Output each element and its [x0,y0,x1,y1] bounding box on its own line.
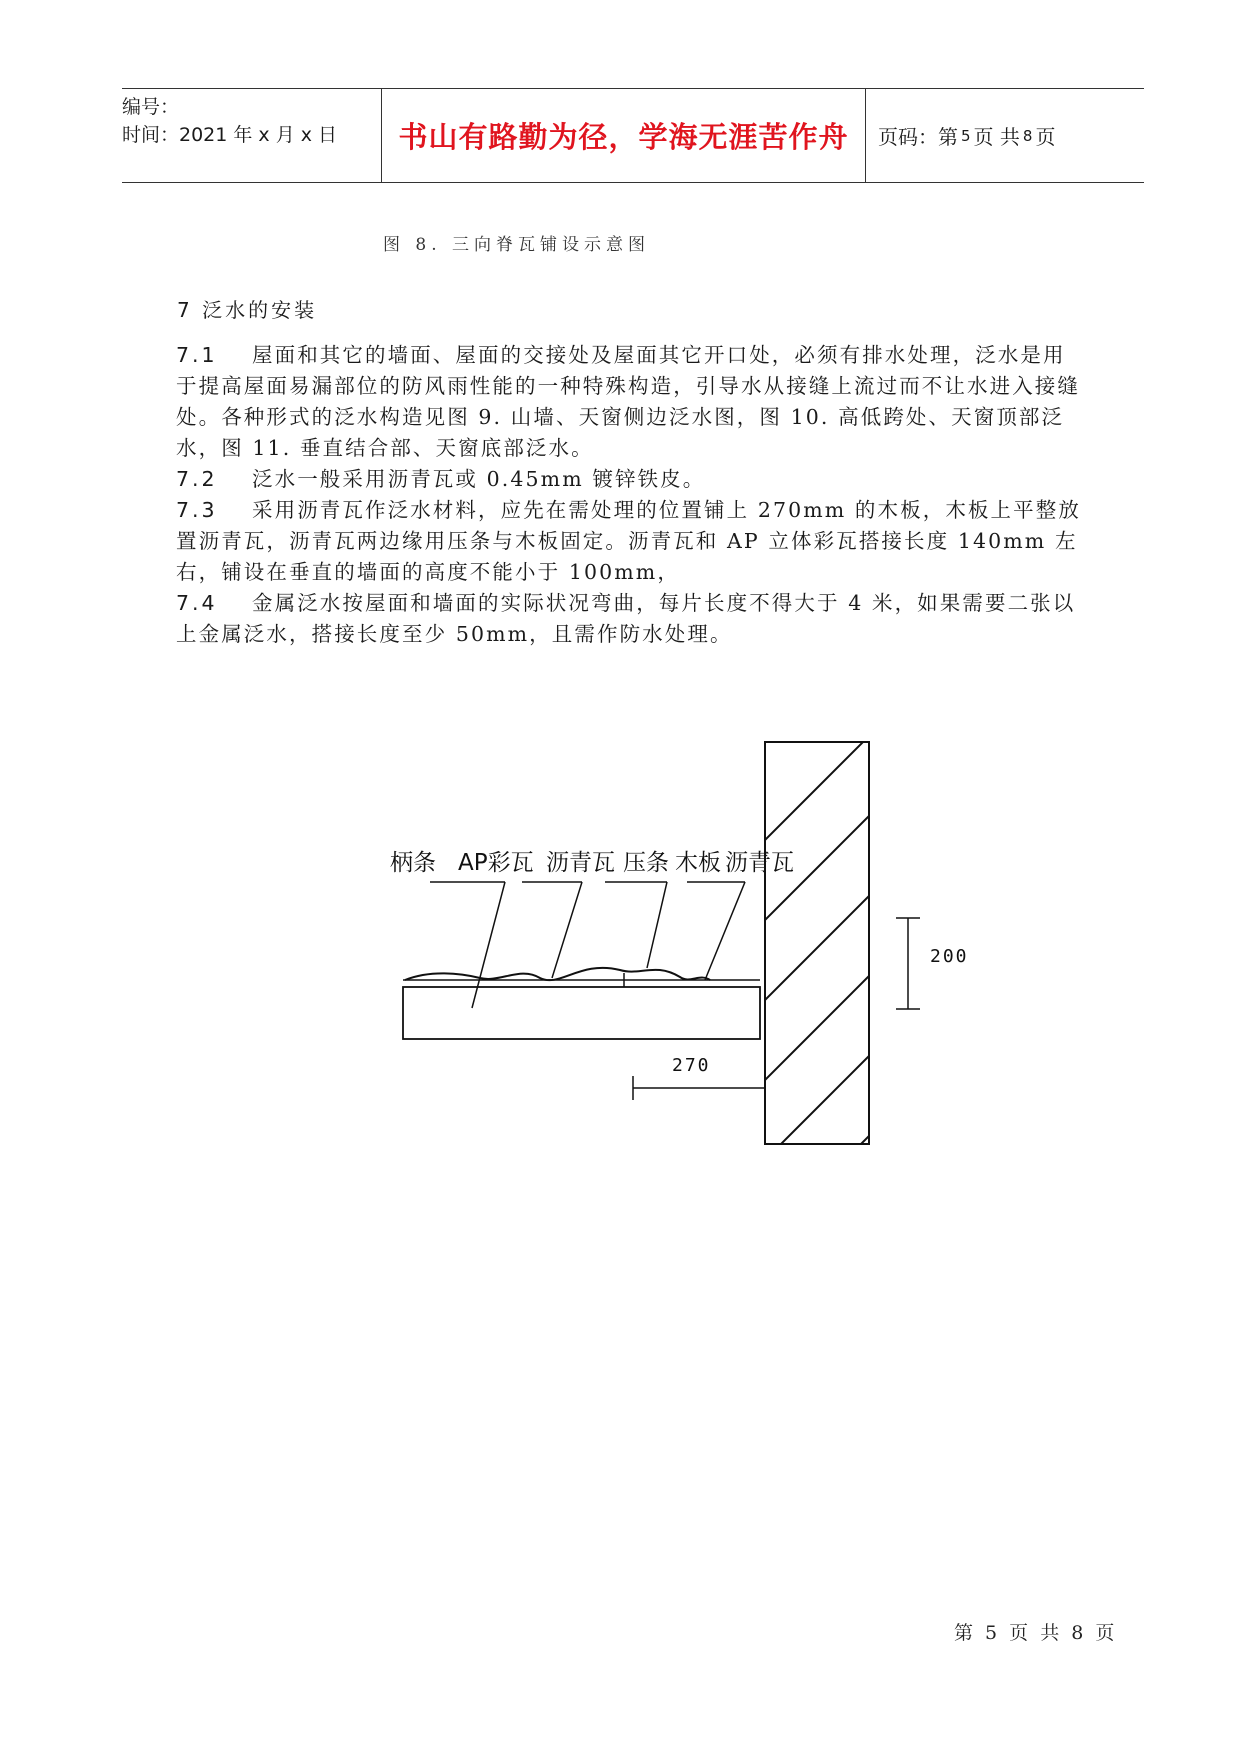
page-suffix: 页 [1035,125,1056,149]
item-number: 7.2 [176,467,218,491]
paragraph-7-1 [176,340,1088,464]
label-purlin: 柄条 [390,850,436,876]
header-meta [122,89,381,182]
section-title: 7 泛水的安装 [177,298,318,322]
wood-board [403,987,760,1039]
page-current: 5 [961,126,971,145]
paragraph-7-2 [176,464,1088,495]
leader-line [705,882,745,980]
label-pressing-strip: 压条 [623,850,669,876]
page-prefix: 页码：第 [878,125,958,149]
leader-line [552,882,582,978]
section-body [176,340,1088,650]
flashing-detail-drawing [380,730,1000,1170]
leader-line [472,882,505,1008]
dimension-270: 270 [672,1055,711,1076]
serial-label: 编号： [122,96,180,118]
page-total: 8 [1022,126,1033,145]
page-mid: 页 共 [973,125,1020,149]
header-motto: 书山有路勤为径，学海无涯苦作舟 [381,89,866,182]
label-asphalt-shingle-2: 沥青瓦 [725,850,794,876]
wall-hatch [765,736,869,1170]
time-label: 时间：2021 年 x 月 x 日 [122,124,338,146]
paragraph-7-3 [176,495,1088,588]
item-text: 屋面和其它的墙面、屋面的交接处及屋面其它开口处，必须有排水处理，泛水是用于提高屋面易漏部位的防风雨性能的一种特殊构造，引导水从接缝上流过而不让水进入接缝处。各种形式的泛水构造见图 9. 山墙、天窗侧边泛水图，图 10. 高低跨处、天窗顶部泛水，图 11. 垂直结合部、天窗底部泛水。 [176,343,1080,460]
item-number: 7.3 [176,498,218,522]
item-text: 泛水一般采用沥青瓦或 0.45mm 镀锌铁皮。 [252,467,706,491]
label-asphalt-shingle: 沥青瓦 [546,850,615,876]
paragraph-7-4 [176,588,1088,650]
ap-color-tile [405,968,710,980]
item-text: 采用沥青瓦作泛水材料，应先在需处理的位置铺上 270mm 的木板，木板上平整放置沥青瓦，沥青瓦两边缘用压条与木板固定。沥青瓦和 AP 立体彩瓦搭接长度 140mm 左右，铺设在垂直的墙面的高度不能小于 100mm， [176,498,1081,584]
label-board: 木板 [675,850,721,876]
figure-8-caption: 图 8. 三向脊瓦铺设示意图 [383,235,651,255]
page-header [122,88,1144,183]
header-page-number [866,89,1144,182]
label-ap-tile: AP彩瓦 [458,850,534,876]
page-footer: 第 5 页 共 8 页 [954,1622,1118,1644]
leader-line [647,882,667,968]
item-number: 7.4 [176,591,218,615]
dimension-200: 200 [930,946,969,967]
wall-outline [765,742,869,1144]
item-text: 金属泛水按屋面和墙面的实际状况弯曲，每片长度不得大于 4 米，如果需要二张以上金属泛水，搭接长度至少 50mm，且需作防水处理。 [176,591,1076,646]
item-number: 7.1 [176,343,218,367]
